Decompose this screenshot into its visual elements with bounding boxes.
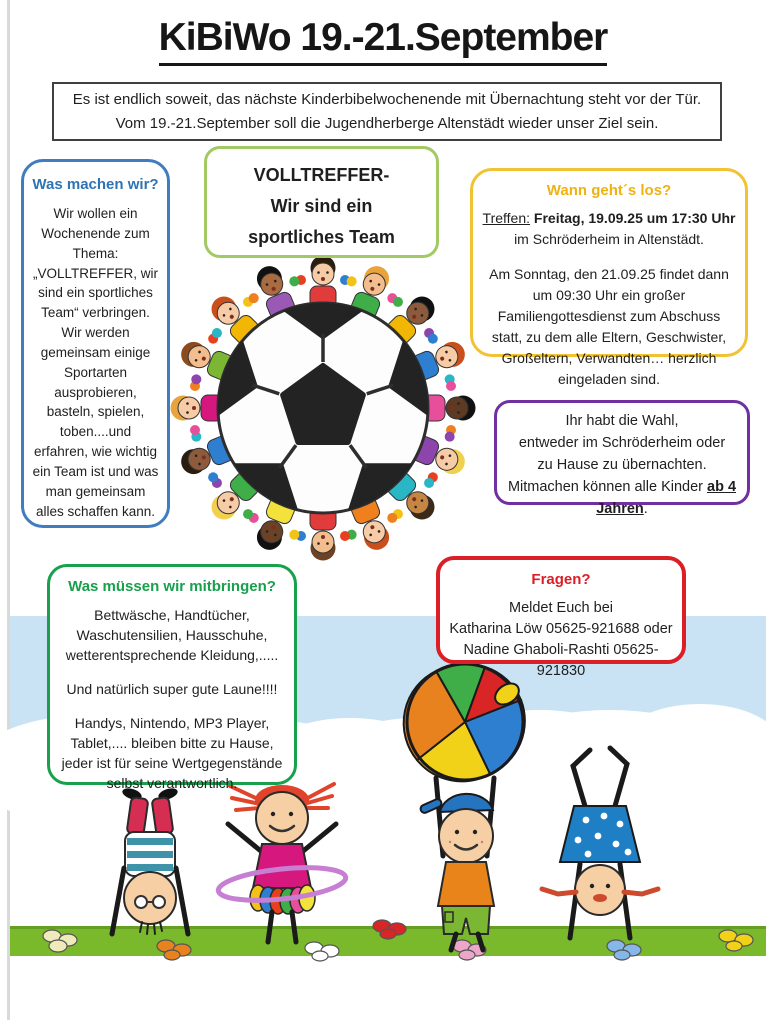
- treffen-location: im Schröderheim in Altenstädt.: [514, 231, 704, 247]
- volltreffer-line-2: Wir sind ein: [270, 196, 373, 216]
- mitbringen-para-2: Und natürlich super gute Laune!!!!: [66, 681, 278, 697]
- was-machen-wir-box: [21, 159, 170, 528]
- ab-4-jahren: ab 4 Jahren: [596, 479, 737, 517]
- header: [0, 16, 766, 66]
- mitbringen-para-1: Bettwäsche, Handtücher, Waschutensilien, Hausschuhe, wetterentsprechende Kleidung,.....: [65, 607, 279, 663]
- was-machen-wir-body: Wir wollen ein Wochenende zum Thema: „VOLLTREFFER, wir sind ein sportliches Team“ verbringen. Wir werden gemeinsam einige Sportarten ausprobieren, basteln, spielen, toben....und erfahren, wie wichtig ein Team ist und was man gemeinsam alles schaffen kann.: [32, 206, 159, 519]
- treffen-paragraph: [481, 208, 737, 250]
- fragen-box: [436, 556, 686, 679]
- wann-gehts-los-heading: Wann geht´s los?: [546, 182, 672, 199]
- uebernachtung-line-4: Mitmachen können alle Kinder ab 4 Jahren.: [507, 479, 737, 517]
- uebernachtung-line-3: zu Hause zu übernachten.: [537, 457, 707, 473]
- was-machen-wir-heading: Was machen wir?: [32, 176, 159, 193]
- kids-circle-soccer-illustration: [158, 248, 488, 578]
- volltreffer-line-3: sportliches Team: [248, 227, 395, 247]
- soccer-ball: [158, 248, 488, 578]
- fragen-line-3: Nadine Ghaboli-Rashti 05625-921830: [463, 642, 659, 679]
- uebernachtung-line-2: entweder im Schröderheim oder: [518, 435, 726, 451]
- sonntag-paragraph: Am Sonntag, den 21.09.25 findet dann um 09:30 Uhr ein großer Familiengottesdienst zum Abschuss statt, zu dem alle Eltern, Geschwister, Großeltern, Verwandten… herzlich eingeladen sind.: [489, 266, 729, 387]
- treffen-datetime: Freitag, 19.09.25 um 17:30 Uhr: [533, 210, 736, 226]
- fragen-heading: Fragen?: [531, 571, 591, 588]
- uebernachtung-box: [494, 400, 750, 517]
- page-title: KiBiWo 19.-21.September: [159, 16, 608, 66]
- mitbringen-para-3: Handys, Nintendo, MP3 Player, Tablet,.... bleiben bitte zu Hause, jeder ist für seine Wertgegenstände selbst verantwortlich.: [61, 715, 283, 791]
- wann-gehts-los-box: [470, 168, 748, 387]
- volltreffer-box: [204, 146, 439, 258]
- mitbringen-heading: Was müssen wir mitbringen?: [68, 578, 276, 595]
- volltreffer-line-1: VOLLTREFFER-: [253, 165, 390, 185]
- mitbringen-box: [47, 564, 297, 791]
- fragen-line-1: Meldet Euch bei: [509, 600, 613, 616]
- intro-line-2: Vom 19.-21.September soll die Jugendherberge Altenstädt wieder unser Ziel sein.: [115, 115, 659, 132]
- intro-line-1: Es ist endlich soweit, das nächste Kinderbibelwochenende mit Übernachtung steht vor der Tür.: [72, 91, 702, 108]
- treffen-label: Treffen:: [482, 210, 531, 226]
- intro-box: [52, 82, 722, 141]
- fragen-line-2: Katharina Löw 05625-921688 oder: [449, 621, 673, 637]
- uebernachtung-line-1: Ihr habt die Wahl,: [565, 413, 679, 429]
